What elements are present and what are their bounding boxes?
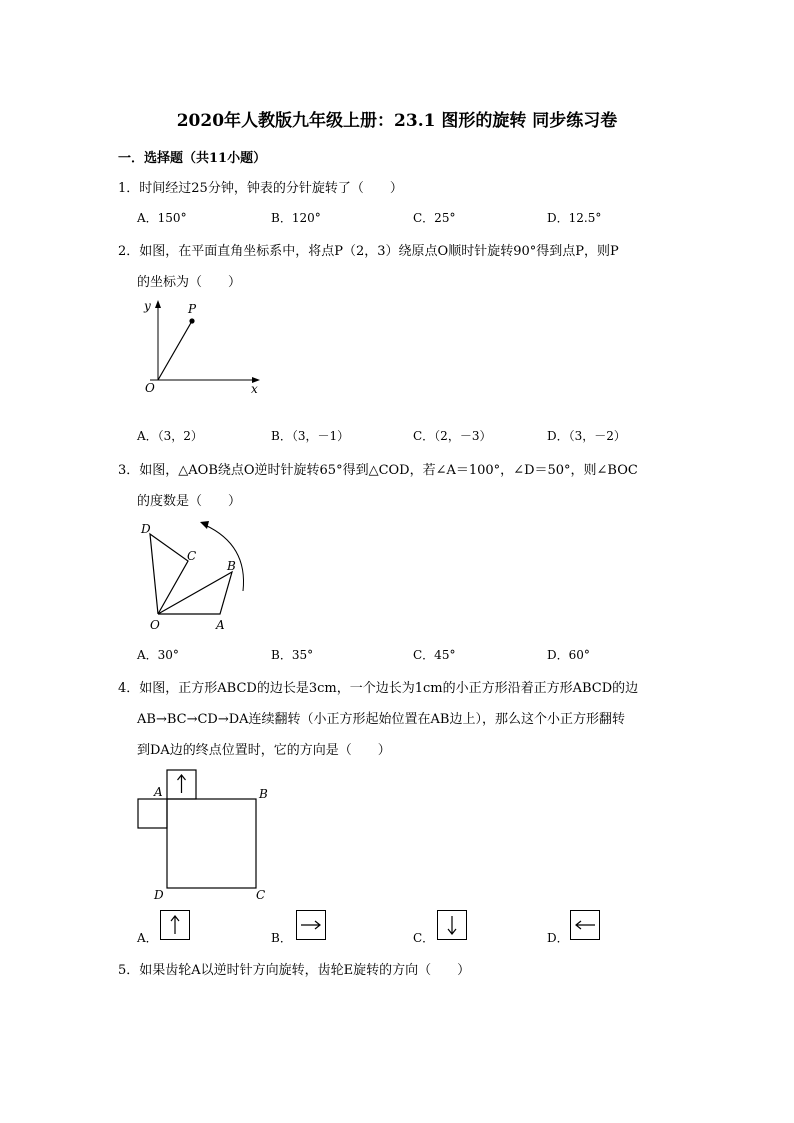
- q2-label-x: x: [251, 382, 258, 396]
- q4-square-abcd: [167, 799, 256, 888]
- q3-option-b: B．35°: [271, 648, 314, 662]
- question-4-text-line-2: AB→BC→CD→DA连续翻转（小正方形起始位置在AB边上），那么这个小正方形翻转: [137, 712, 625, 727]
- q3-option-d: D．60°: [547, 648, 590, 662]
- q4-option-d: D．: [547, 931, 569, 945]
- q1-option-a: A．150°: [137, 211, 187, 225]
- arrow-left-icon: [570, 910, 600, 940]
- q2-option-d: D．（3，－2）: [547, 429, 626, 443]
- q3-triangle-cod: [150, 534, 188, 614]
- q3-rotation-arrow-icon: [200, 521, 209, 529]
- q2-coordinate-figure: [130, 295, 270, 400]
- q3-label-o: O: [150, 618, 160, 632]
- q1-option-c: C．25°: [413, 211, 456, 225]
- q4-option-c: C．: [413, 931, 435, 945]
- q2-label-y: y: [144, 299, 151, 313]
- q3-label-b: B: [227, 559, 236, 573]
- question-3-text-line-2: 的度数是（ ）: [137, 494, 242, 509]
- arrow-right-icon: [296, 910, 326, 940]
- q4-label-b: B: [259, 787, 268, 801]
- question-4-text-line-1: 4．如图，正方形ABCD的边长是3cm，一个边长为1cm的小正方形沿着正方形ABCD的边: [118, 681, 639, 696]
- question-2-text-line-1: 2．如图，在平面直角坐标系中，将点P（2，3）绕原点O顺时针旋转90°得到点P，则P: [118, 244, 619, 259]
- q4-square-figure: [130, 765, 275, 905]
- q4-label-c: C: [256, 888, 266, 902]
- section-heading: 一．选择题（共11小题）: [118, 151, 267, 166]
- question-1-text: 1．时间经过25分钟，钟表的分针旋转了（ ）: [118, 181, 403, 196]
- arrow-up-icon: [160, 910, 190, 940]
- question-3-text-line-1: 3．如图，△AOB绕点O逆时针旋转65°得到△COD，若∠A＝100°，∠D＝50°，则∠BOC: [118, 463, 638, 478]
- q2-segment-op: [158, 321, 192, 380]
- q4-small-square-outline: [138, 799, 167, 828]
- q3-option-a: A．30°: [137, 648, 179, 662]
- arrow-down-icon: [437, 910, 467, 940]
- q2-label-o: O: [145, 381, 155, 395]
- q4-option-a: A．: [137, 931, 158, 945]
- q3-label-c: C: [187, 549, 197, 563]
- q3-option-c: C．45°: [413, 648, 456, 662]
- q2-option-a: A．（3，2）: [137, 429, 203, 443]
- q3-rotation-arc: [205, 525, 244, 591]
- q2-label-p: P: [188, 302, 197, 316]
- q3-triangle-figure: [130, 515, 260, 635]
- q3-label-d: D: [141, 522, 151, 536]
- q2-option-b: B．（3，－1）: [271, 429, 350, 443]
- question-2-text-line-2: 的坐标为（ ）: [137, 275, 242, 290]
- q4-label-a: A: [154, 785, 163, 799]
- q1-option-d: D．12.5°: [547, 211, 602, 225]
- q2-y-axis-arrow: [155, 300, 161, 308]
- question-5-text: 5．如果齿轮A以逆时针方向旋转，齿轮E旋转的方向（ ）: [118, 963, 471, 978]
- question-4-text-line-3: 到DA边的终点位置时，它的方向是（ ）: [137, 743, 391, 758]
- q4-label-d: D: [154, 888, 164, 902]
- q3-triangle-aob: [158, 572, 232, 614]
- q2-option-c: C．（2，－3）: [413, 429, 492, 443]
- q3-label-a: A: [216, 618, 225, 632]
- q2-point-p: [189, 318, 194, 323]
- q1-option-b: B．120°: [271, 211, 321, 225]
- q4-option-b: B．: [271, 931, 292, 945]
- page-title: 2020年人教版九年级上册：23.1 图形的旋转 同步练习卷: [176, 111, 618, 131]
